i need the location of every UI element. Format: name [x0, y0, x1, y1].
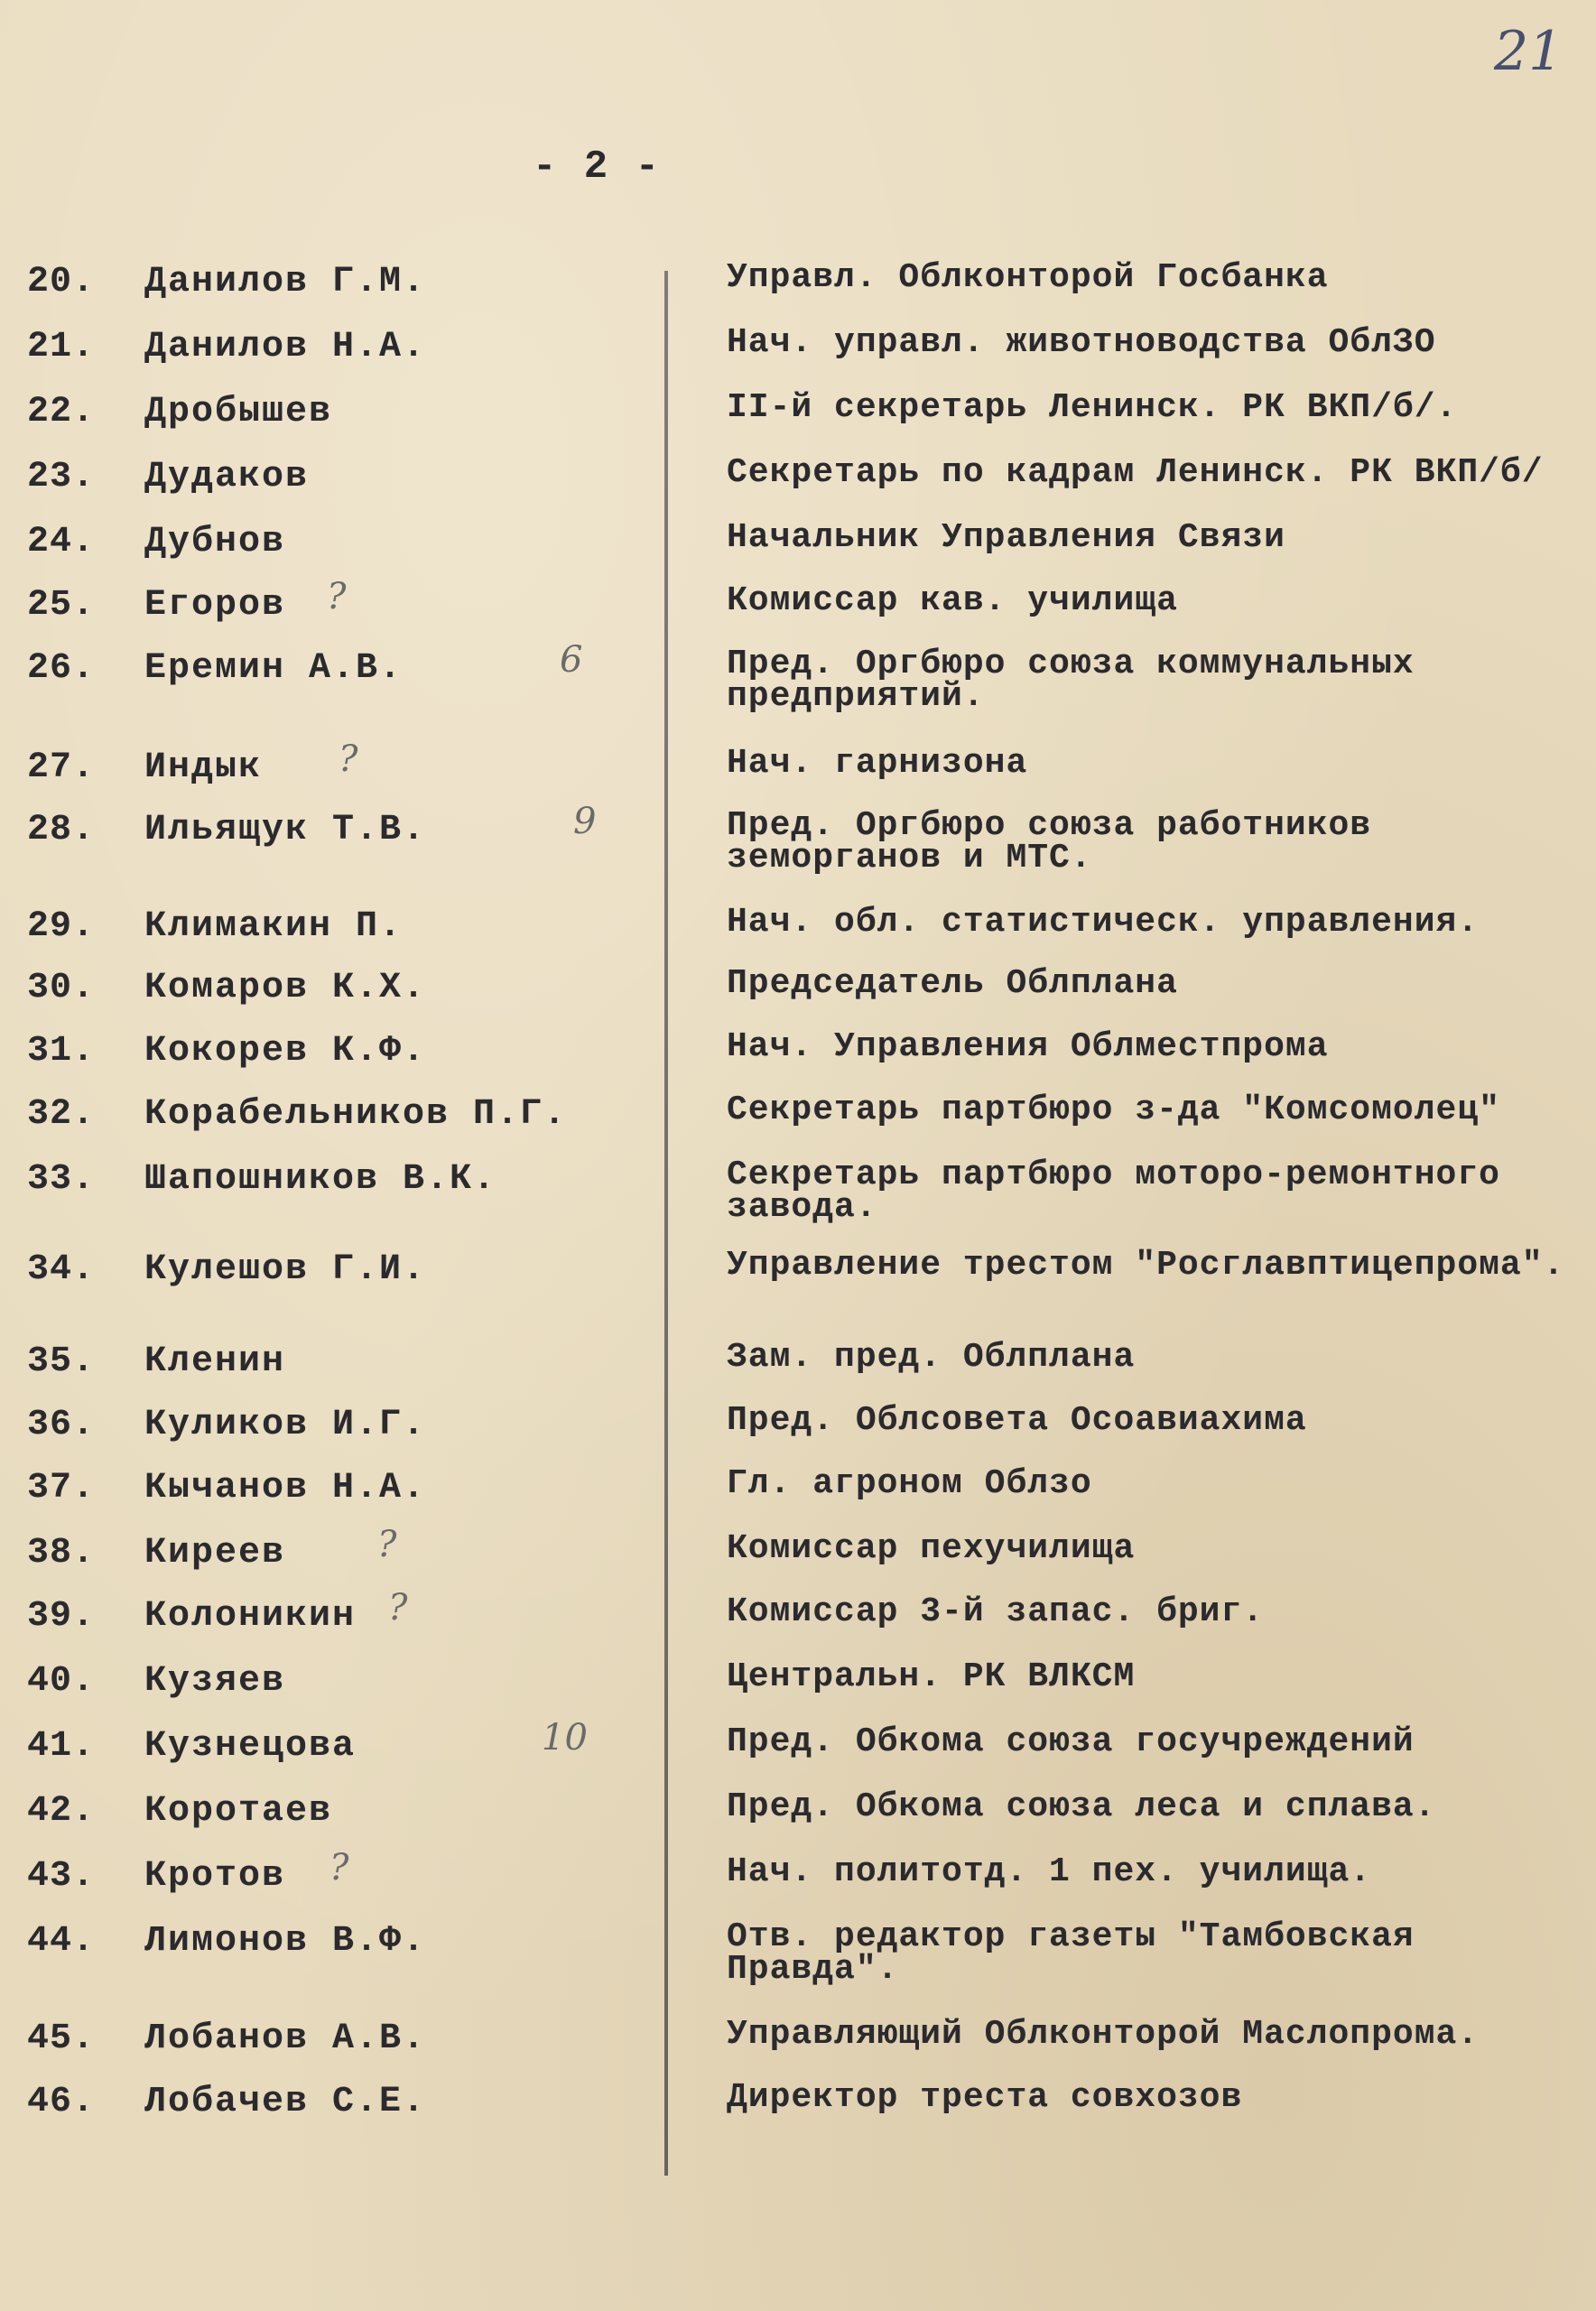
row-number: 30. [27, 968, 96, 1008]
position-text: Управл. Облконторой Госбанка [727, 258, 1329, 297]
person-name: Кузнецова [144, 1726, 357, 1767]
position-text: Пред. Обкома союза госучреждений [727, 1722, 1415, 1761]
page-number: - 2 - [533, 144, 662, 190]
person-name: Шапошников В.К. [144, 1159, 497, 1200]
handwritten-note: ? [327, 576, 347, 617]
row-number: 40. [27, 1661, 96, 1702]
handwritten-note: 6 [560, 639, 583, 681]
position-text: Управление трестом "Росглавптицепрома". [727, 1246, 1565, 1285]
person-name: Кузяев [144, 1661, 286, 1702]
position-text: Гл. агроном Облзо [727, 1464, 1092, 1503]
position-text: Пред. Оргбюро союза коммунальных предприятий. [727, 645, 1415, 716]
row-number: 39. [27, 1596, 96, 1637]
position-text: Председатель Облплана [727, 964, 1178, 1003]
person-name: Дубнов [144, 522, 286, 562]
row-number: 44. [27, 1921, 96, 1962]
handwritten-note: ? [339, 738, 358, 780]
person-name: Коротаев [144, 1791, 333, 1832]
row-number: 34. [27, 1249, 96, 1290]
position-text: Отв. редактор газеты "Тамбовская Правда". [727, 1917, 1415, 1989]
handwritten-note: 10 [542, 1717, 588, 1759]
row-number: 41. [27, 1726, 96, 1767]
position-text: Нач. управл. животноводства ОблЗО [727, 323, 1436, 362]
position-text: Комиссар 3-й запас. бриг. [727, 1592, 1265, 1631]
person-name: Кленин [144, 1341, 286, 1382]
person-name: Кычанов Н.А. [144, 1468, 427, 1508]
row-number: 24. [27, 522, 96, 562]
person-name: Лобанов А.В. [144, 2019, 427, 2059]
position-text: Нач. политотд. 1 пех. училища. [727, 1852, 1372, 1891]
row-number: 31. [27, 1031, 96, 1072]
person-name: Данилов Н.А. [144, 327, 427, 367]
position-text: Центральн. РК ВЛКСМ [727, 1657, 1136, 1696]
row-number: 32. [27, 1094, 96, 1135]
row-number: 29. [27, 906, 96, 947]
row-number: 23. [27, 457, 96, 497]
row-number: 25. [27, 585, 96, 626]
person-name: Еремин А.В. [144, 648, 404, 689]
person-name: Ильящук Т.В. [144, 810, 427, 850]
row-number: 37. [27, 1468, 96, 1508]
position-text: Нач. Управления Облместпрома [727, 1027, 1329, 1066]
position-text: Секретарь партбюро моторо-ремонтного завода. [727, 1156, 1500, 1227]
position-text: Комиссар кав. училища [727, 581, 1178, 620]
row-number: 26. [27, 648, 96, 689]
row-number: 27. [27, 747, 96, 788]
person-name: Колоникин [144, 1596, 357, 1637]
person-name: Дробышев [144, 392, 333, 432]
handwritten-note: ? [329, 1847, 349, 1889]
person-name: Корабельников П.Г. [144, 1094, 568, 1135]
row-number: 21. [27, 327, 96, 367]
row-number: 35. [27, 1341, 96, 1382]
person-name: Индык [144, 747, 263, 788]
position-text: Нач. обл. статистическ. управления. [727, 903, 1480, 942]
person-name: Климакин П. [144, 906, 404, 947]
position-text: II-й секретарь Ленинск. РК ВКП/б/. [727, 388, 1458, 427]
position-text: Комиссар пехучилища [727, 1529, 1136, 1568]
position-text: Нач. гарнизона [727, 744, 1028, 783]
position-text: Зам. пред. Облплана [727, 1338, 1136, 1377]
folio-number: 21 [1494, 20, 1564, 83]
person-name: Лобачев С.Е. [144, 2082, 427, 2122]
person-name: Кулешов Г.И. [144, 1249, 427, 1290]
handwritten-note: ? [377, 1524, 397, 1565]
person-name: Егоров [144, 585, 286, 626]
person-name: Кротов [144, 1856, 286, 1897]
row-number: 38. [27, 1533, 96, 1573]
row-number: 43. [27, 1856, 96, 1897]
position-text: Пред. Облсовета Осоавиахима [727, 1401, 1307, 1440]
person-name: Данилов Г.М. [144, 262, 427, 302]
person-name: Комаров К.Х. [144, 968, 427, 1008]
handwritten-note: 9 [573, 801, 597, 842]
person-name: Дудаков [144, 457, 310, 497]
row-number: 33. [27, 1159, 96, 1200]
position-text: Секретарь по кадрам Ленинск. РК ВКП/б/ [727, 453, 1544, 492]
handwritten-note: ? [388, 1587, 408, 1629]
position-text: Пред. Оргбюро союза работников земорганов и МТС. [727, 806, 1372, 877]
person-name: Кокорев К.Ф. [144, 1031, 427, 1072]
row-number: 42. [27, 1791, 96, 1832]
position-text: Пред. Обкома союза леса и сплава. [727, 1787, 1436, 1826]
person-name: Куликов И.Г. [144, 1405, 427, 1445]
person-name: Лимонов В.Ф. [144, 1921, 427, 1962]
position-text: Управляющий Облконторой Маслопрома. [727, 2015, 1480, 2054]
row-number: 22. [27, 392, 96, 432]
row-number: 46. [27, 2082, 96, 2122]
row-number: 36. [27, 1405, 96, 1445]
person-name: Киреев [144, 1533, 286, 1573]
position-text: Секретарь партбюро з-да "Комсомолец" [727, 1091, 1500, 1129]
row-number: 20. [27, 262, 96, 302]
row-number: 28. [27, 810, 96, 850]
row-number: 45. [27, 2019, 96, 2059]
column-divider [664, 271, 668, 2176]
position-text: Начальник Управления Связи [727, 518, 1285, 557]
position-text: Директор треста совхозов [727, 2078, 1243, 2117]
